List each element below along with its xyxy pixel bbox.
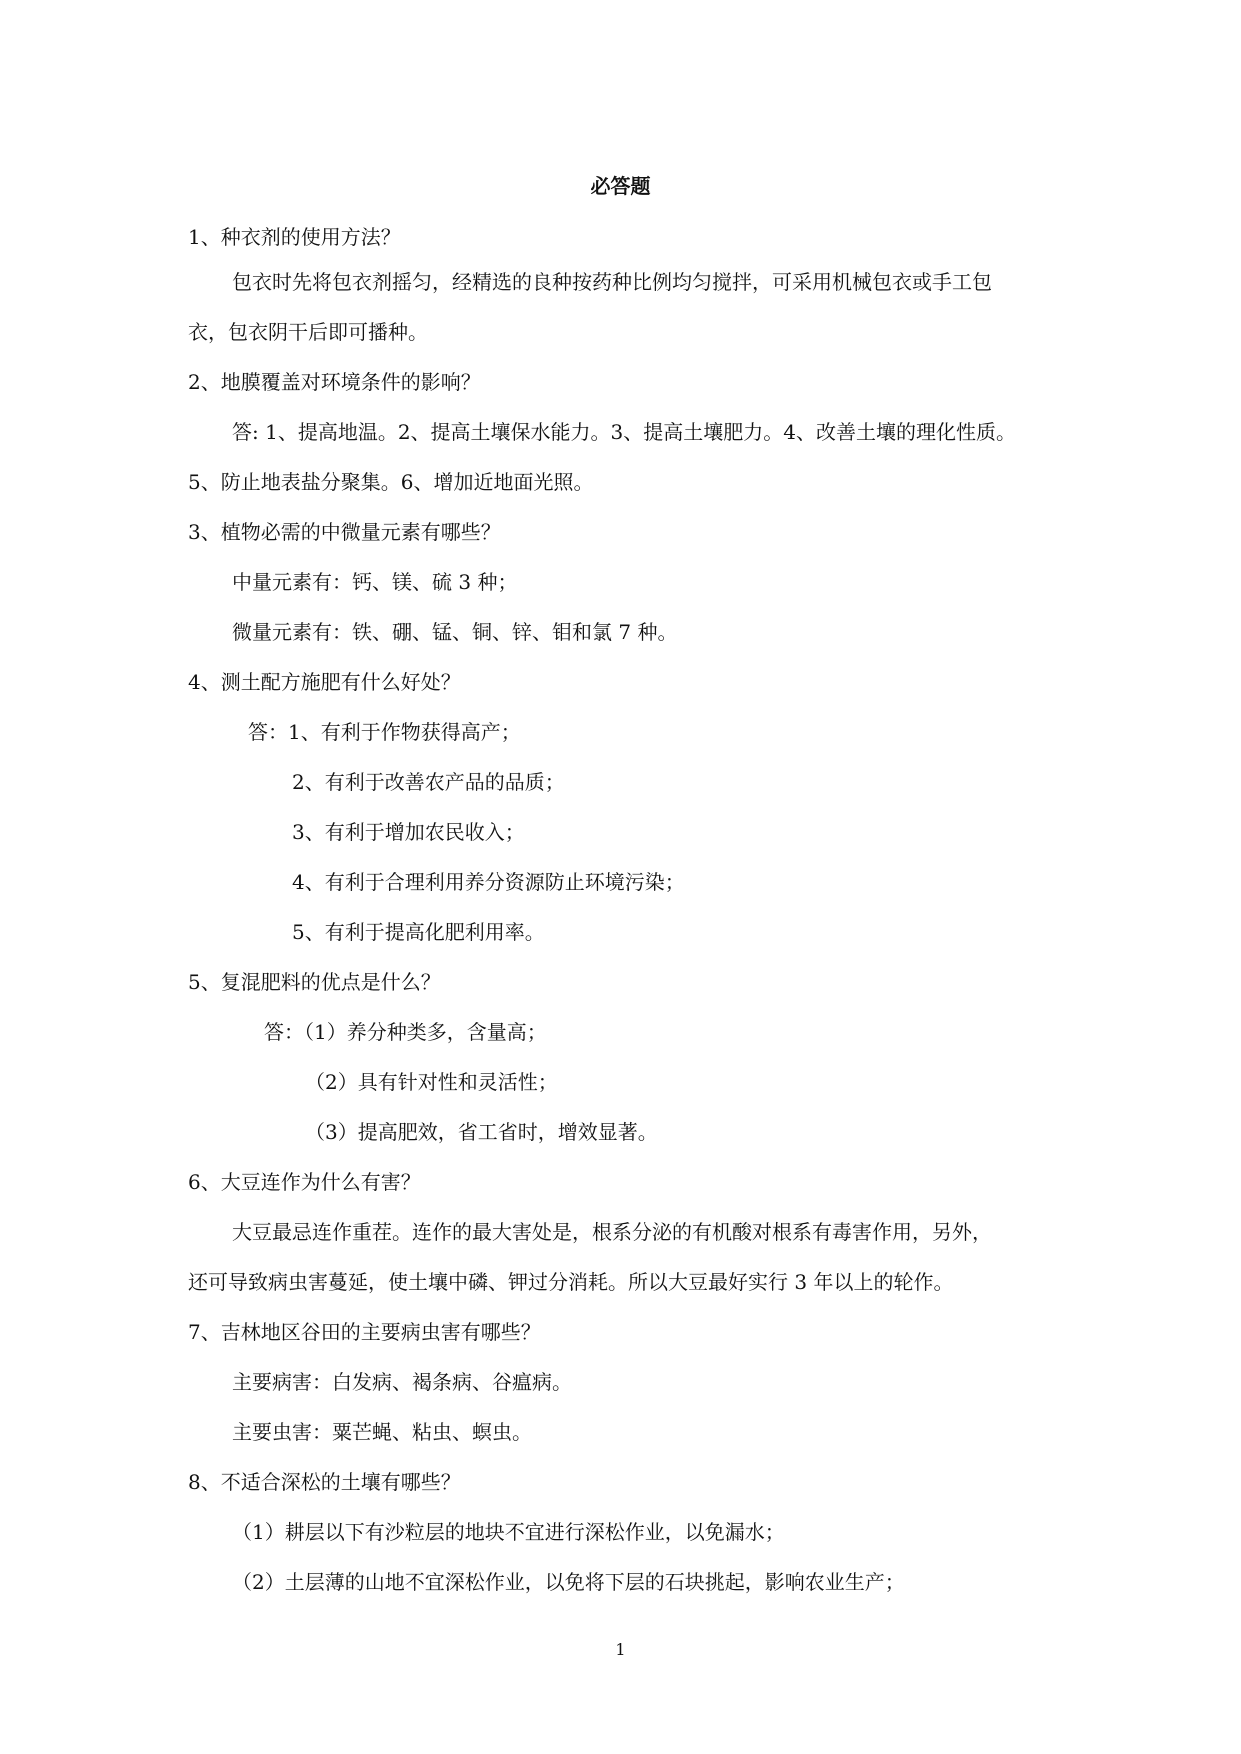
answer-line: 答: 1、提高地温。2、提高土壤保水能力。3、提高土壤肥力。4、改善土壤的理化性质。 bbox=[232, 420, 1016, 444]
answer-line: 包衣时先将包衣剂摇匀，经精选的良种按药种比例均匀搅拌，可采用机械包衣或手工包 bbox=[232, 270, 992, 294]
answer-line: 2、有利于改善农产品的品质； bbox=[292, 770, 565, 794]
question-2: 2、地膜覆盖对环境条件的影响？ bbox=[188, 370, 481, 394]
answer-line: 中量元素有：钙、镁、硫 3 种； bbox=[232, 570, 518, 594]
answer-line: 主要病害：白发病、褐条病、谷瘟病。 bbox=[232, 1370, 572, 1394]
answer-line: 主要虫害：粟芒蝇、粘虫、螟虫。 bbox=[232, 1420, 532, 1444]
question-1: 1、种衣剂的使用方法？ bbox=[188, 225, 401, 249]
answer-line: 4、有利于合理利用养分资源防止环境污染； bbox=[292, 870, 685, 894]
question-7: 7、吉林地区谷田的主要病虫害有哪些？ bbox=[188, 1320, 541, 1344]
answer-line: （1）耕层以下有沙粒层的地块不宜进行深松作业，以免漏水； bbox=[232, 1520, 785, 1544]
answer-line: （3）提高肥效，省工省时，增效显著。 bbox=[305, 1120, 658, 1144]
question-5: 5、复混肥料的优点是什么？ bbox=[188, 970, 441, 994]
answer-line: 答：1、有利于作物获得高产； bbox=[248, 720, 521, 744]
answer-line: （2）土层薄的山地不宜深松作业，以免将下层的石块挑起，影响农业生产； bbox=[232, 1570, 905, 1594]
answer-line: 微量元素有：铁、硼、锰、铜、锌、钼和氯 7 种。 bbox=[232, 620, 678, 644]
page-title: 必答题 bbox=[590, 174, 651, 198]
answer-line: （2）具有针对性和灵活性； bbox=[305, 1070, 558, 1094]
question-6: 6、大豆连作为什么有害？ bbox=[188, 1170, 421, 1194]
answer-line: 答：（1）养分种类多，含量高； bbox=[264, 1020, 547, 1044]
answer-line: 5、有利于提高化肥利用率。 bbox=[292, 920, 545, 944]
answer-line: 5、防止地表盐分聚集。6、增加近地面光照。 bbox=[188, 470, 594, 494]
page-number: 1 bbox=[615, 1640, 626, 1659]
question-3: 3、植物必需的中微量元素有哪些？ bbox=[188, 520, 501, 544]
question-8: 8、不适合深松的土壤有哪些？ bbox=[188, 1470, 461, 1494]
answer-line: 还可导致病虫害蔓延，使土壤中磷、钾过分消耗。所以大豆最好实行 3 年以上的轮作。 bbox=[188, 1270, 954, 1294]
question-4: 4、测土配方施肥有什么好处？ bbox=[188, 670, 461, 694]
answer-line: 3、有利于增加农民收入； bbox=[292, 820, 525, 844]
answer-line: 大豆最忌连作重茬。连作的最大害处是，根系分泌的有机酸对根系有毒害作用，另外， bbox=[232, 1220, 992, 1244]
answer-line: 衣，包衣阴干后即可播种。 bbox=[188, 320, 428, 344]
